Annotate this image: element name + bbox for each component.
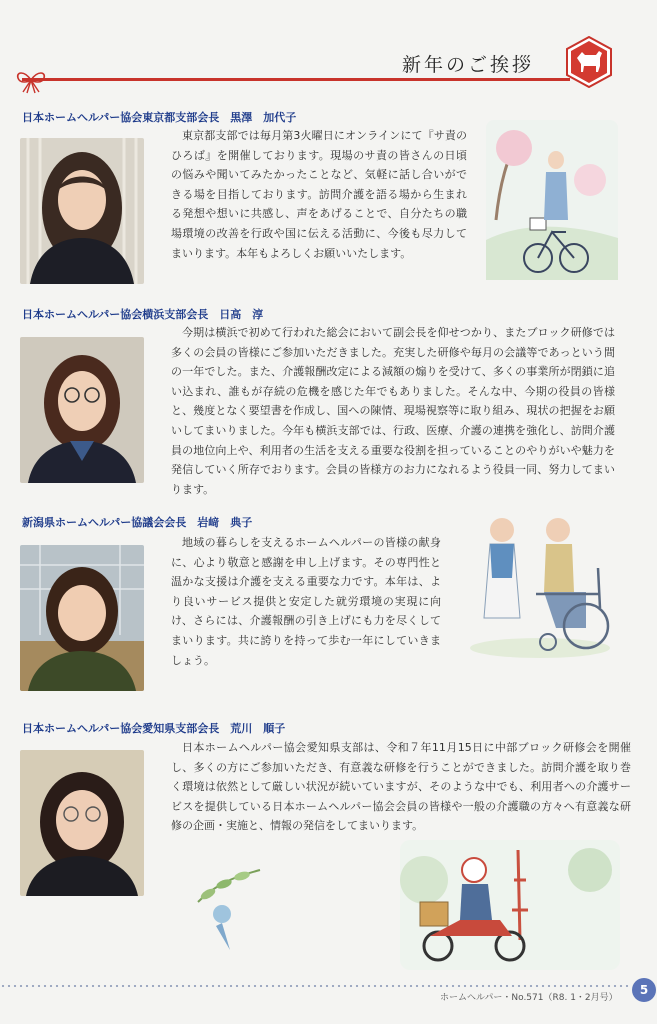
section-4-body: 日本ホームヘルパー協会愛知県支部は、令和７年11月15日に中部ブロック研修会を開催し、多くの方にご参加いただき、有意義な研修を行うことができました。訪問介護を取り巻く環境は依然として厳しい状況が続いていますが、そのような中でも、利用者への介護サービスを提供している日本ホームヘルパー協会会員の皆様や一般の介護職の方々へ有意義な研修の企画・実施と、情報の発信をしてまいります。 [171,741,631,833]
wind-chime-leaves-illustration [188,862,268,954]
section-2-body: 今期は横浜で初めて行われた総会において副会長を仰せつかり、またブロック研修では多くの会員の皆様にご参加いただきました。充実した研修や毎月の会議等であっという間の一年でした。また、介護報酬改定による減額の煽りを受けて、多くの事業所が閉鎖に追い込まれ、誰もが存続の危機を感じた年でもありました。そんな中、今期の役員の皆様と、幾度となく要望書を作成し、国への陳情、現場視察等に取り組み、現状の把握をお願いしてまいりました。今年も横浜支部では、行政、医療、介護の連携を強化し、訪問介護員の地位向上や、利用者の生活を支える重要な役割を担っていることのやりがいや魅力を発信していく所存でおります。会員の皆様方のお力になれるよう役員一同、努力してまいります。 [171,326,615,496]
section-2-heading: 日本ホームヘルパー協会横浜支部会長 日高 淳 [22,308,264,321]
mizuhiki-knot-icon [14,68,48,94]
wheelchair-care-illustration [460,508,620,668]
portrait-photo-2 [20,337,144,483]
publication-info: ホームヘルパー・No.571（R8. 1・2月号） [440,993,618,1003]
section-1-heading: 日本ホームヘルパー協会東京都支部会長 黒澤 加代子 [22,111,297,124]
scooter-helper-illustration [400,840,620,970]
page-number-badge: 5 [632,978,656,1002]
page-title: 新年のご挨拶 [402,54,535,76]
bicycle-helper-illustration [486,120,618,280]
portrait-photo-3 [20,545,144,691]
section-4-heading: 日本ホームヘルパー協会愛知県支部会長 荒川 順子 [22,722,286,735]
section-3-heading: 新潟県ホームヘルパー協議会会長 岩﨑 典子 [22,516,253,529]
portrait-photo-4 [20,750,144,896]
footer-divider [0,985,630,987]
section-1-body: 東京都支部では毎月第3火曜日にオンラインにて『サ責のひろば』を開催しております。現場のサ責の皆さんの日頃の悩みや聞いてみたかったことなど、気軽に話し合いができる場を目指しております。訪問介護を語る場から生まれる発想や想いに共感し、声をあげることで、自分たちの職場環境の改善を行政や国に伝える活動に、今後も尽力してまいります。本年もよろしくお願いいたします。 [171,129,467,260]
header-rule [22,78,570,81]
section-3-body: 地域の暮らしを支えるホームヘルパーの皆様の献身に、心より敬意と感謝を申し上げます。その専門性と温かな支援は介護を支える重要な力です。本年は、より良いサービス提供と安定した就労環境の実現に向け、さらには、介護報酬の引き上げにも力を尽くしてまいります。共に誇りを持って歩む一年にしていきましょう。 [171,536,441,667]
horse-hexagon-icon [565,36,613,88]
portrait-photo-1 [20,138,144,284]
